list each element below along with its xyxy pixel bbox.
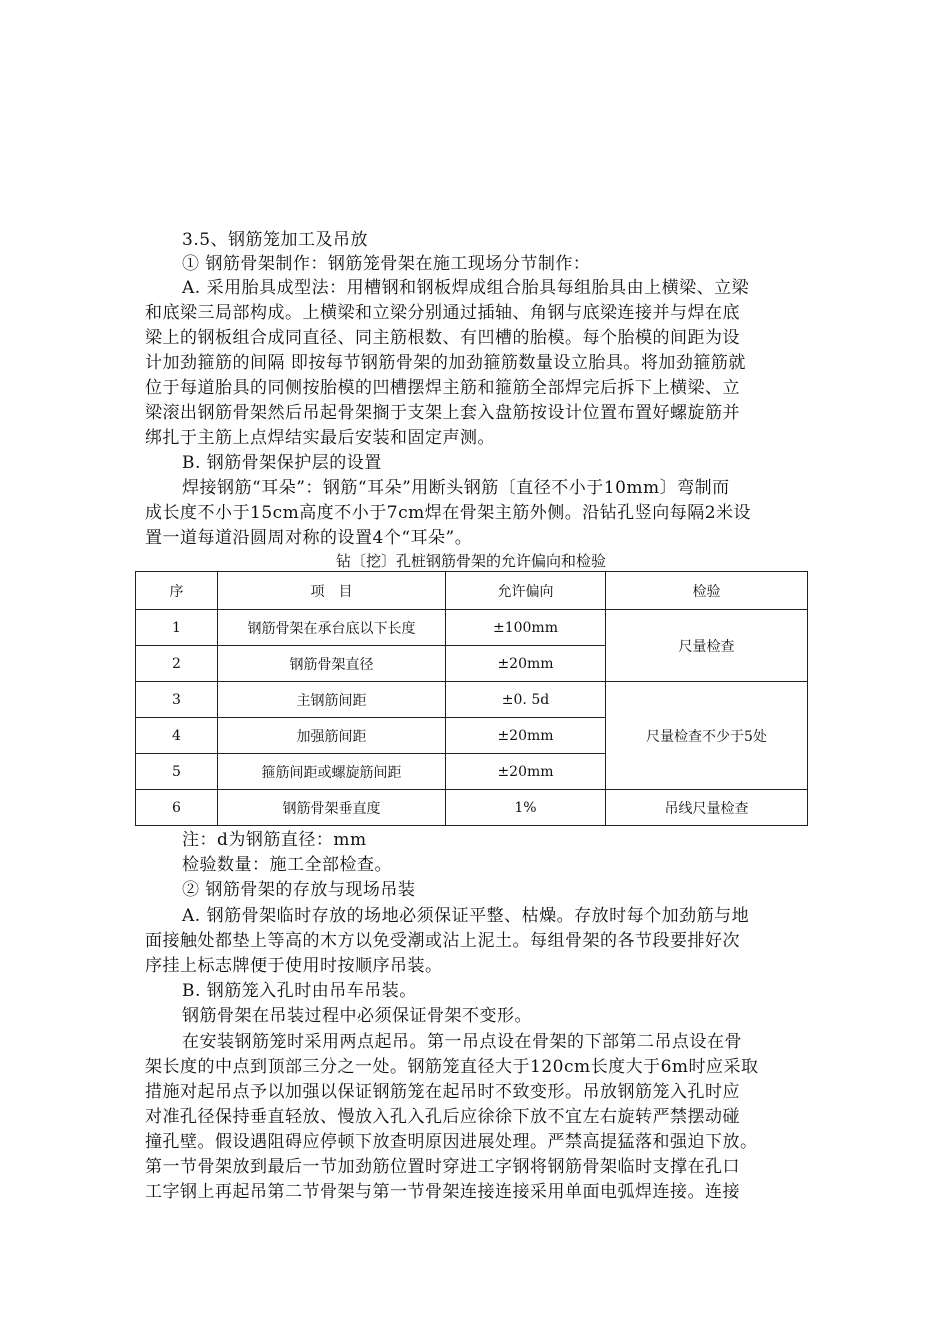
row-number: 3: [136, 682, 218, 718]
paragraph-line: 计加劲箍筋的间隔 即按每节钢筋骨架的加劲箍筋数量设立胎具。将加劲箍筋就: [145, 353, 746, 373]
row-number: 6: [136, 790, 218, 826]
subsection-heading-2: ② 钢筋骨架的存放与现场吊装: [182, 880, 416, 900]
header-cell: 检验: [606, 572, 808, 610]
paragraph-line: 位于每道胎具的同侧按胎模的凹槽摆焊主筋和箍筋全部焊完后拆下上横梁、立: [145, 378, 740, 398]
paragraph-line: 对准孔径保持垂直轻放、慢放入孔入孔后应徐徐下放不宜左右旋转严禁摆动碰: [145, 1107, 740, 1127]
paragraph-line: 置一道每道沿圆周对称的设置4个“耳朵”。: [145, 528, 473, 548]
row-tolerance: ±100mm: [446, 610, 606, 646]
row-tolerance: ±20mm: [446, 718, 606, 754]
paragraph-line: 序挂上标志牌便于使用时按顺序吊装。: [145, 956, 443, 976]
paragraph-title: B. 钢筋笼入孔时由吊车吊装。: [182, 981, 417, 1001]
row-item: 钢筋骨架垂直度: [218, 790, 446, 826]
section-heading: 3.5、钢筋笼加工及吊放: [182, 230, 369, 250]
row-tolerance: ±20mm: [446, 754, 606, 790]
table-note: 注：d为钢筋直径：mm: [182, 830, 367, 850]
row-number: 5: [136, 754, 218, 790]
row-item: 主钢筋间距: [218, 682, 446, 718]
header-cell: 项 目: [218, 572, 446, 610]
row-tolerance: ±0. 5d: [446, 682, 606, 718]
paragraph-line: 架长度的中点到顶部三分之一处。钢筋笼直径大于120cm长度大于6m时应采取: [145, 1057, 759, 1077]
paragraph-line: 撞孔壁。假设遇阻碍应停顿下放查明原因进展处理。严禁高提猛落和强迫下放。: [145, 1132, 758, 1152]
row-check: 尺量检查: [606, 610, 808, 682]
row-check: 吊线尺量检查: [606, 790, 808, 826]
row-check: 尺量检查不少于5处: [606, 682, 808, 790]
paragraph-line: 成长度不小于15cm高度不小于7cm焊在骨架主筋外侧。沿钻孔竖向每隔2米设: [145, 503, 752, 523]
row-number: 4: [136, 718, 218, 754]
row-item: 钢筋骨架在承台底以下长度: [218, 610, 446, 646]
row-number: 2: [136, 646, 218, 682]
paragraph-line: 梁滚出钢筋骨架然后吊起骨架搁于支架上套入盘筋按设计位置布置好螺旋筋并: [145, 403, 740, 423]
table-row: [136, 790, 808, 826]
row-tolerance: 1%: [446, 790, 606, 826]
row-tolerance: ±20mm: [446, 646, 606, 682]
table-row: [136, 610, 808, 646]
paragraph-title: B. 钢筋骨架保护层的设置: [182, 453, 382, 473]
row-item: 钢筋骨架直径: [218, 646, 446, 682]
paragraph-line: 面接触处都垫上等高的木方以免受潮或沾上泥土。每组骨架的各节段要排好次: [145, 931, 740, 951]
row-number: 1: [136, 610, 218, 646]
paragraph-line: 梁上的钢板组合成同直径、同主筋根数、有凹槽的胎模。每个胎模的间距为设: [145, 328, 740, 348]
paragraph-line: A. 钢筋骨架临时存放的场地必须保证平整、枯燥。存放时每个加劲筋与地: [182, 906, 750, 926]
paragraph-line: 在安装钢筋笼时采用两点起吊。第一吊点设在骨架的下部第二吊点设在骨: [182, 1032, 742, 1052]
tolerance-table: [135, 571, 808, 826]
header-cell: 序: [136, 572, 218, 610]
paragraph-line: 焊接钢筋“耳朵”：钢筋“耳朵”用断头钢筋〔直径不小于10mm〕弯制而: [182, 478, 730, 498]
paragraph-line: 钢筋骨架在吊装过程中必须保证骨架不变形。: [182, 1006, 532, 1026]
table-header-row: [136, 572, 808, 610]
paragraph-line: 工字钢上再起吊第二节骨架与第一节骨架连接连接采用单面电弧焊连接。连接: [145, 1182, 740, 1202]
row-item: 加强筋间距: [218, 718, 446, 754]
table-caption: 钻〔挖〕孔桩钢筋骨架的允许偏向和检验: [335, 552, 606, 570]
paragraph-line: 和底梁三局部构成。上横梁和立梁分别通过插轴、角钢与底梁连接并与焊在底: [145, 303, 740, 323]
subsection-heading-1: ① 钢筋骨架制作：钢筋笼骨架在施工现场分节制作：: [182, 254, 591, 274]
paragraph-line: 措施对起吊点予以加强以保证钢筋笼在起吊时不致变形。吊放钢筋笼入孔时应: [145, 1082, 740, 1102]
paragraph-line: A. 采用胎具成型法：用槽钢和钢板焊成组合胎具每组胎具由上横梁、立梁: [182, 278, 750, 298]
table-row: [136, 682, 808, 718]
inspection-quantity: 检验数量：施工全部检查。: [182, 855, 392, 875]
row-item: 箍筋间距或螺旋筋间距: [218, 754, 446, 790]
paragraph-line: 绑扎于主筋上点焊结实最后安装和固定声测。: [145, 428, 495, 448]
header-cell: 允许偏向: [446, 572, 606, 610]
paragraph-line: 第一节骨架放到最后一节加劲筋位置时穿进工字钢将钢筋骨架临时支撑在孔口: [145, 1157, 740, 1177]
